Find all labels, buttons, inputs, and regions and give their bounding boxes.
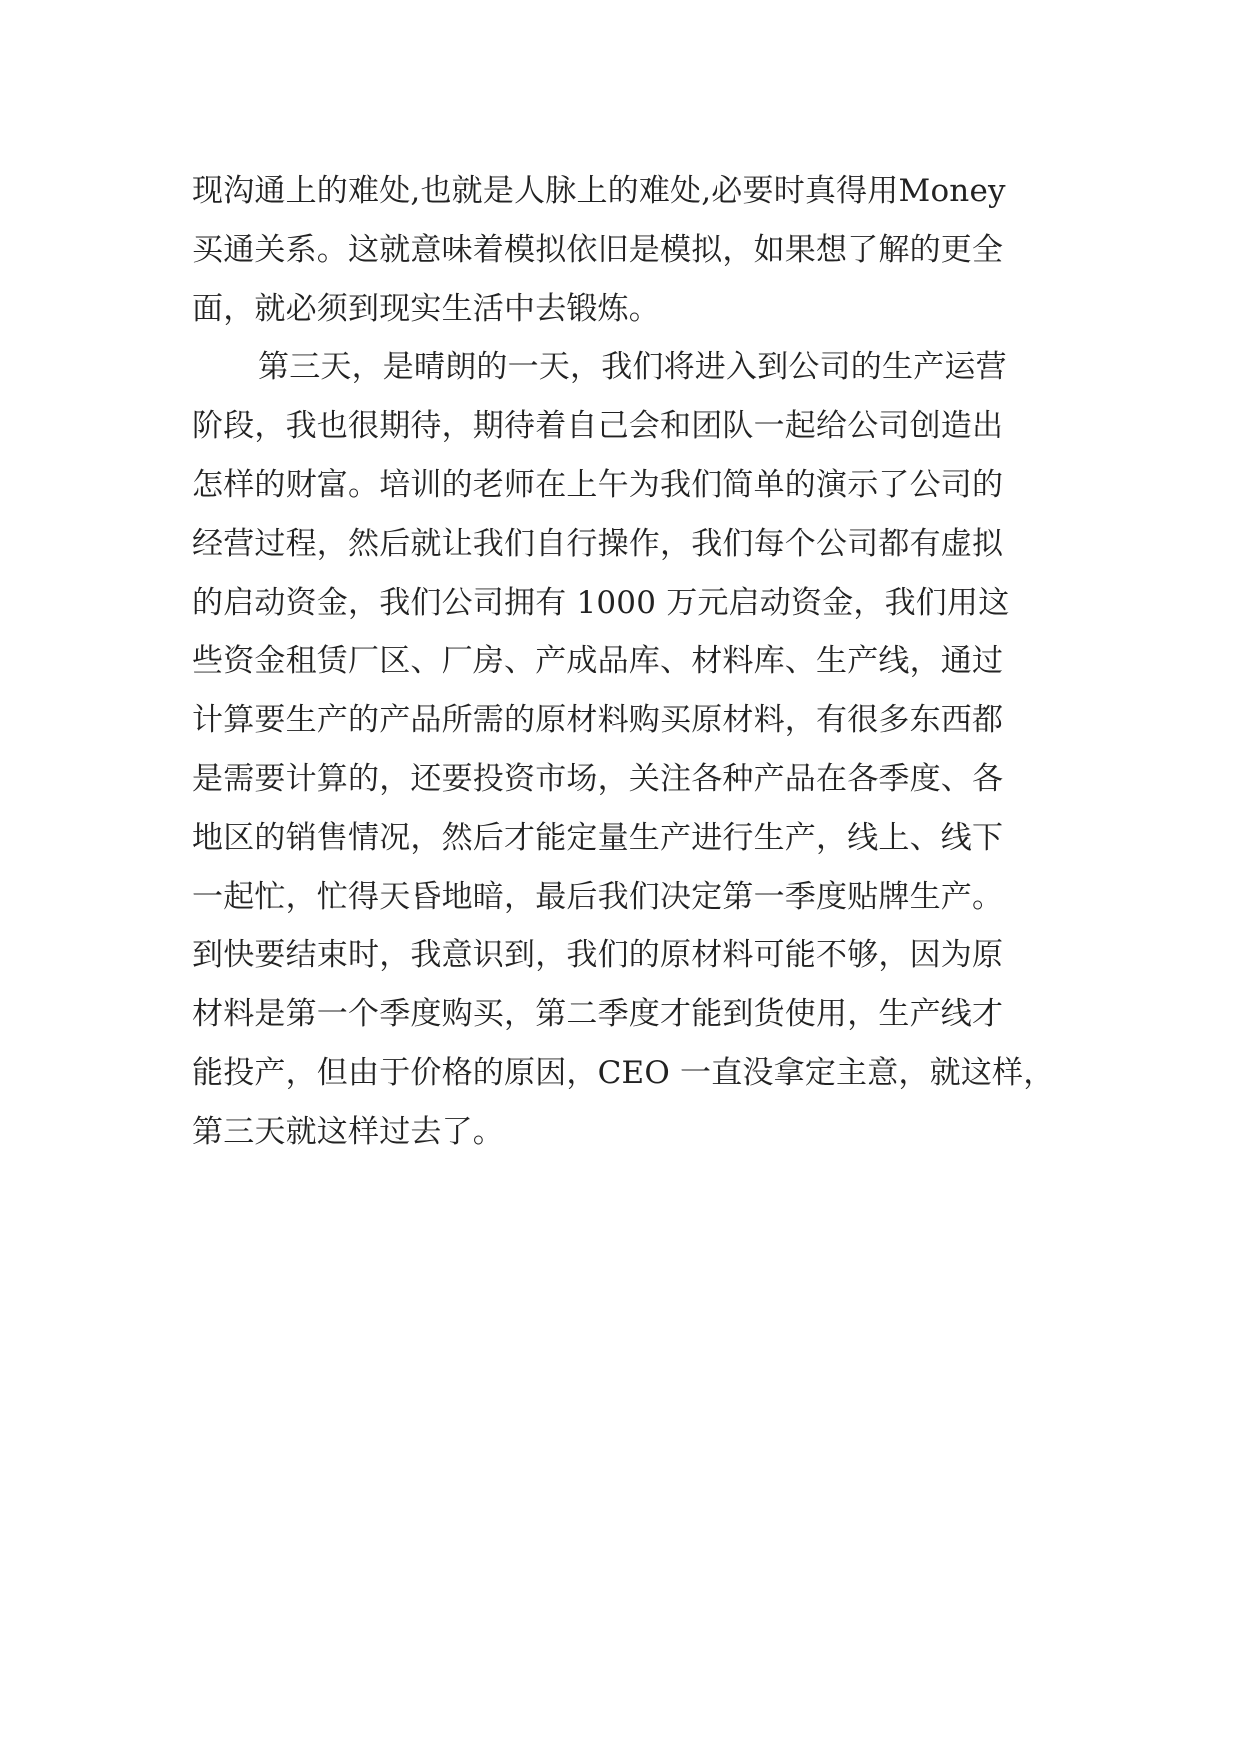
text-line: 到快要结束时，我意识到，我们的原材料可能不够，因为原 (192, 937, 1004, 974)
text-line: 计算要生产的产品所需的原材料购买原材料，有很多东西都 (192, 702, 1004, 739)
text-line: 阶段，我也很期待，期待着自己会和团队一起给公司创造出 (192, 408, 1004, 445)
text-line: 面，就必须到现实生活中去锻炼。 (192, 290, 660, 327)
paragraph-first-line: 第三天，是晴朗的一天，我们将进入到公司的生产运营 (258, 349, 1007, 386)
text-line: 一起忙，忙得天昏地暗，最后我们决定第一季度贴牌生产。 (192, 878, 1004, 915)
text-line: 第三天就这样过去了。 (192, 1113, 504, 1150)
text-line: 怎样的财富。培训的老师在上午为我们简单的演示了公司的 (192, 466, 1004, 503)
text-line: 些资金租赁厂区、厂房、产成品库、材料库、生产线，通过 (192, 643, 1004, 680)
text-line: 材料是第一个季度购买，第二季度才能到货使用，生产线才 (192, 996, 1004, 1033)
text-line: 地区的销售情况，然后才能定量生产进行生产，线上、线下 (192, 819, 1004, 856)
text-line: 买通关系。这就意味着模拟依旧是模拟，如果想了解的更全 (192, 231, 1004, 268)
document-body (192, 162, 1072, 1162)
text-line: 能投产，但由于价格的原因，CEO 一直没拿定主意，就这样， (192, 1054, 1055, 1091)
text-line: 现沟通上的难处,也就是人脉上的难处,必要时真得用Money (192, 173, 1006, 209)
text-line: 是需要计算的，还要投资市场，关注各种产品在各季度、各 (192, 760, 1004, 797)
text-line: 经营过程，然后就让我们自行操作，我们每个公司都有虚拟 (192, 525, 1004, 562)
text-line: 的启动资金，我们公司拥有 1000 万元启动资金，我们用这 (192, 584, 1010, 621)
